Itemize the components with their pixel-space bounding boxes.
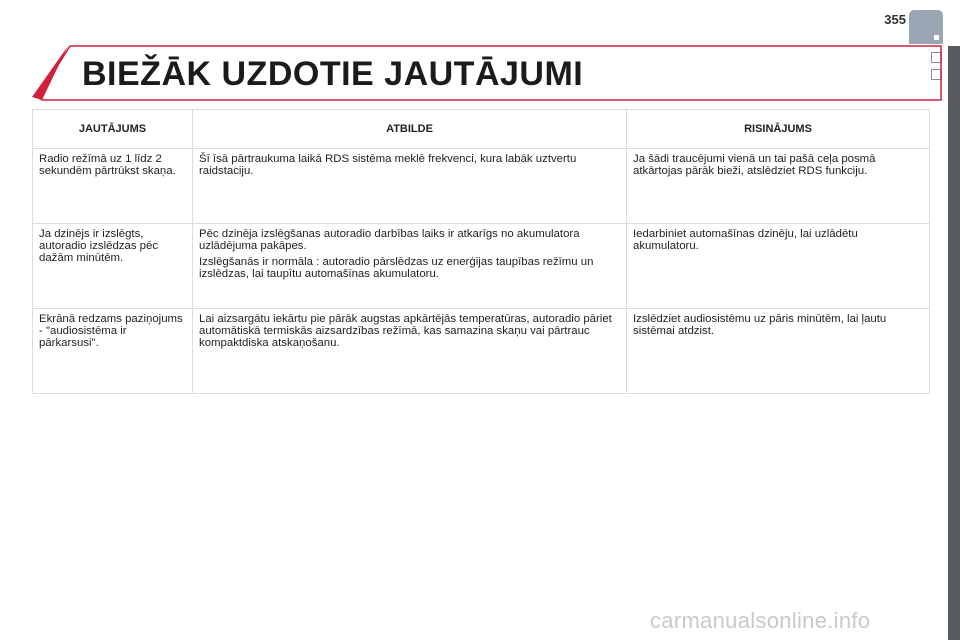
column-header-answer: ATBILDE [193, 110, 627, 149]
solution-cell: Ja šādi traucējumi vienā un tai pašā ceļa posmā atkārtojas pārāk bieži, atslēdziet RDS funkciju. [627, 149, 930, 224]
page-title: BIEŽĀK UZDOTIE JAUTĀJUMI [82, 55, 584, 93]
answer-paragraph: Pēc dzinēja izslēgšanas autoradio darbības laiks ir atkarīgs no akumulatora uzlādējuma pakāpes. [199, 228, 580, 252]
watermark: carmanualsonline.info [650, 608, 871, 633]
corner-square-icon [934, 35, 939, 40]
answer-cell [193, 309, 627, 394]
title-bar [30, 45, 942, 105]
answer-paragraph: Šī īsā pārtraukuma laikā RDS sistēma meklē frekvenci, kura labāk uztvertu raidstaciju. [199, 153, 577, 177]
answer-cell [193, 149, 627, 224]
side-bar [948, 46, 960, 640]
answer-paragraph: Lai aizsargātu iekārtu pie pārāk augstas apkārtējās temperatūras, autoradio pāriet automātiskā termiskās aizsardzības režīmā, kas samazina skaņu vai pārtrauc kompaktdiska atskaņošanu. [199, 313, 612, 349]
table-row [33, 149, 930, 224]
answer-paragraph: Izslēgšanās ir normāla : autoradio pārslēdzas uz enerģijas taupības režīmu un izslēdzas, lai taupītu automašīnas akumulatoru. [199, 256, 594, 280]
solution-cell: Izslēdziet audiosistēmu uz pāris minūtēm, lai ļautu sistēmai atdzist. [627, 309, 930, 394]
page-number: 355 [884, 12, 906, 27]
column-header-solution: RISINĀJUMS [627, 110, 930, 149]
table-row [33, 309, 930, 394]
answer-cell [193, 224, 627, 309]
corner-tab [909, 10, 943, 44]
question-cell: Ja dzinējs ir izslēgts, autoradio izslēdzas pēc dažām minūtēm. [33, 224, 193, 309]
column-header-question: JAUTĀJUMS [33, 110, 193, 149]
title-accent-shape [32, 46, 68, 100]
question-cell: Radio režīmā uz 1 līdz 2 sekundēm pārtrūkst skaņa. [33, 149, 193, 224]
table-header-row [33, 110, 930, 149]
faq-table [32, 109, 930, 394]
solution-cell: Iedarbiniet automašīnas dzinēju, lai uzlādētu akumulatoru. [627, 224, 930, 309]
table-row [33, 224, 930, 309]
question-cell: Ekrānā redzams paziņojums - "audiosistēma ir pārkarsusi". [33, 309, 193, 394]
